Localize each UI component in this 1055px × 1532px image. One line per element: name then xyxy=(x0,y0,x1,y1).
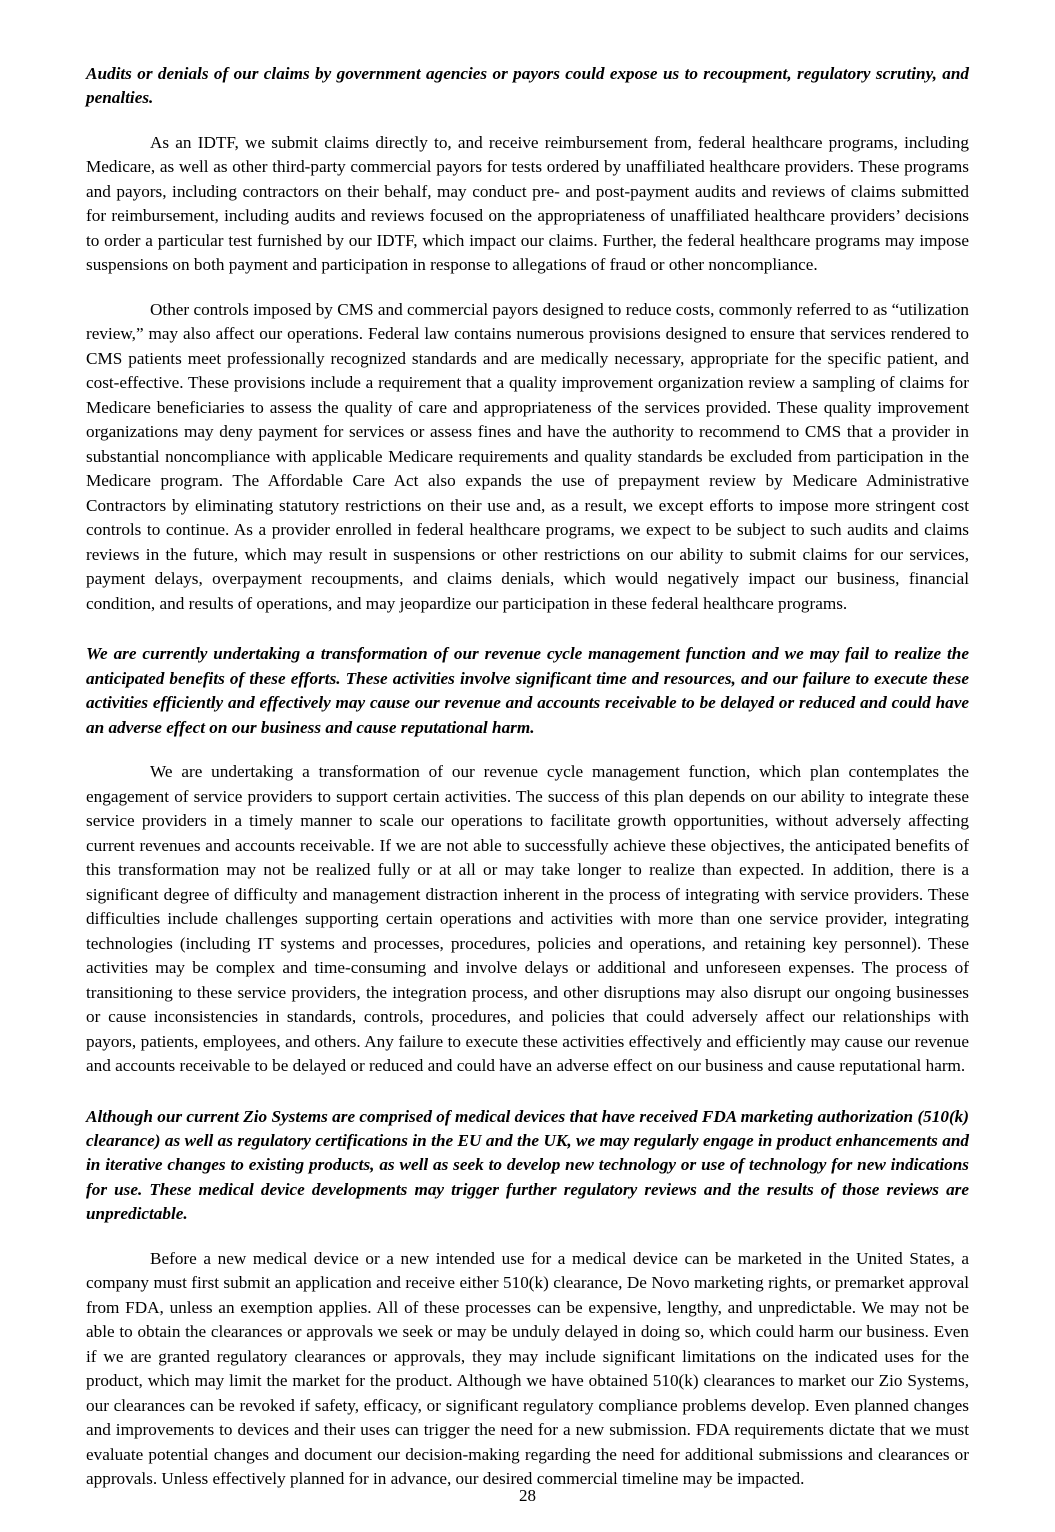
document-body xyxy=(86,62,969,1492)
page-number: 28 xyxy=(519,1485,536,1505)
paragraph-idtf-claims: As an IDTF, we submit claims directly to, and receive reimbursement from, federal healthcare programs, including Medicare, as well as other third-party commercial payors for tests ordered by unaffiliated healthcare providers. These programs and payors, including contractors on their behalf, may conduct pre- and post-payment audits and reviews of claims submitted for reimbursement, including audits and reviews focused on the appropriateness of unaffiliated healthcare providers’ decisions to order a particular test furnished by our IDTF, which impact our claims. Further, the federal healthcare programs may impose suspensions on both payment and participation in response to allegations of fraud or other noncompliance. xyxy=(86,132,969,275)
risk-heading-revenue-cycle-transformation: We are currently undertaking a transformation of our revenue cycle management function and we may fail to realize the anticipated benefits of these efforts. These activities involve significant time and resources, and our failure to execute these activities efficiently and effectively may cause our revenue and accounts receivable to be delayed or reduced and could have an adverse effect on our business and cause reputational harm. xyxy=(86,644,969,737)
paragraph-utilization-review: Other controls imposed by CMS and commercial payors designed to reduce costs, commonly referred to as “utilization review,” may also affect our operations. Federal law contains numerous provisions designed to ensure that services rendered to CMS patients meet professionally recognized standards and are medically necessary, appropriate for the specific patient, and cost-effective. These provisions include a requirement that a quality improvement organization review a sampling of claims for Medicare beneficiaries to assess the quality of care and appropriateness of the services provided. These quality improvement organizations may deny payment for services or assess fines and have the authority to recommend to CMS that a provider in substantial noncompliance with applicable Medicare requirements and quality standards be excluded from participation in the Medicare program. The Affordable Care Act also expands the use of prepayment review by Medicare Administrative Contractors by eliminating statutory restrictions on their use and, as a result, we except efforts to impose more stringent cost controls to continue. As a provider enrolled in federal healthcare programs, we expect to be subject to such audits and claims reviews in the future, which may result in suspensions or other restrictions on our ability to submit claims for our services, payment delays, overpayment recoupments, and claims denials, which would negatively impact our business, financial condition, and results of operations, and may jeopardize our participation in these federal healthcare programs. xyxy=(86,299,969,613)
risk-heading-zio-systems-fda: Although our current Zio Systems are comprised of medical devices that have received FDA marketing authorization (510(k) clearance) as well as regulatory certifications in the EU and the UK, we may regularly engage in product enhancements and in iterative changes to existing products, as well as seek to develop new technology or use of technology for new indications for use. These medical device developments may trigger further regulatory reviews and the results of those reviews are unpredictable. xyxy=(86,1106,969,1224)
risk-heading-audits-denials: Audits or denials of our claims by government agencies or payors could expose us to recoupment, regulatory scrutiny, and penalties. xyxy=(86,64,969,108)
paragraph-fda-clearance-process: Before a new medical device or a new intended use for a medical device can be marketed in the United States, a company must first submit an application and receive either 510(k) clearance, De Novo marketing rights, or premarket approval from FDA, unless an exemption applies. All of these processes can be expensive, lengthy, and unpredictable. We may not be able to obtain the clearances or approvals we seek or may be unduly delayed in doing so, which could harm our business. Even if we are granted regulatory clearances or approvals, they may include significant limitations on the indicated uses for the product, which may limit the market for the product. Although we have obtained 510(k) clearances to market our Zio Systems, our clearances can be revoked if safety, efficacy, or significant regulatory compliance problems develop. Even planned changes and improvements to devices and their uses can trigger the need for a new submission. FDA requirements dictate that we must evaluate potential changes and document our decision-making regarding the need for additional submissions and clearances or approvals. Unless effectively planned for in advance, our desired commercial timeline may be impacted. xyxy=(86,1248,969,1489)
paragraph-revenue-cycle-transformation: We are undertaking a transformation of our revenue cycle management function, which plan contemplates the engagement of service providers to support certain activities. The success of this plan depends on our ability to integrate these service providers in a timely manner to scale our operations to facilitate growth opportunities, without adversely affecting current revenues and accounts receivable. If we are not able to successfully achieve these objectives, the anticipated benefits of this transformation may not be realized fully or at all or may take longer to realize than expected. In addition, there is a significant degree of difficulty and management distraction inherent in the process of integrating with service providers. These difficulties include challenges supporting certain operations and activities with more than one service provider, integrating technologies (including IT systems and processes, procedures, policies and operations, and retaining key personnel). These activities may be complex and time-consuming and involve delays or additional and unforeseen expenses. The process of transitioning to these service providers, the integration process, and other disruptions may also disrupt our ongoing businesses or cause inconsistencies in standards, controls, procedures, and policies that could adversely affect our relationships with payors, patients, employees, and others. Any failure to execute these activities effectively and efficiently may cause our revenue and accounts receivable to be delayed or reduced and could have an adverse effect on our business and cause reputational harm. xyxy=(86,762,969,1076)
